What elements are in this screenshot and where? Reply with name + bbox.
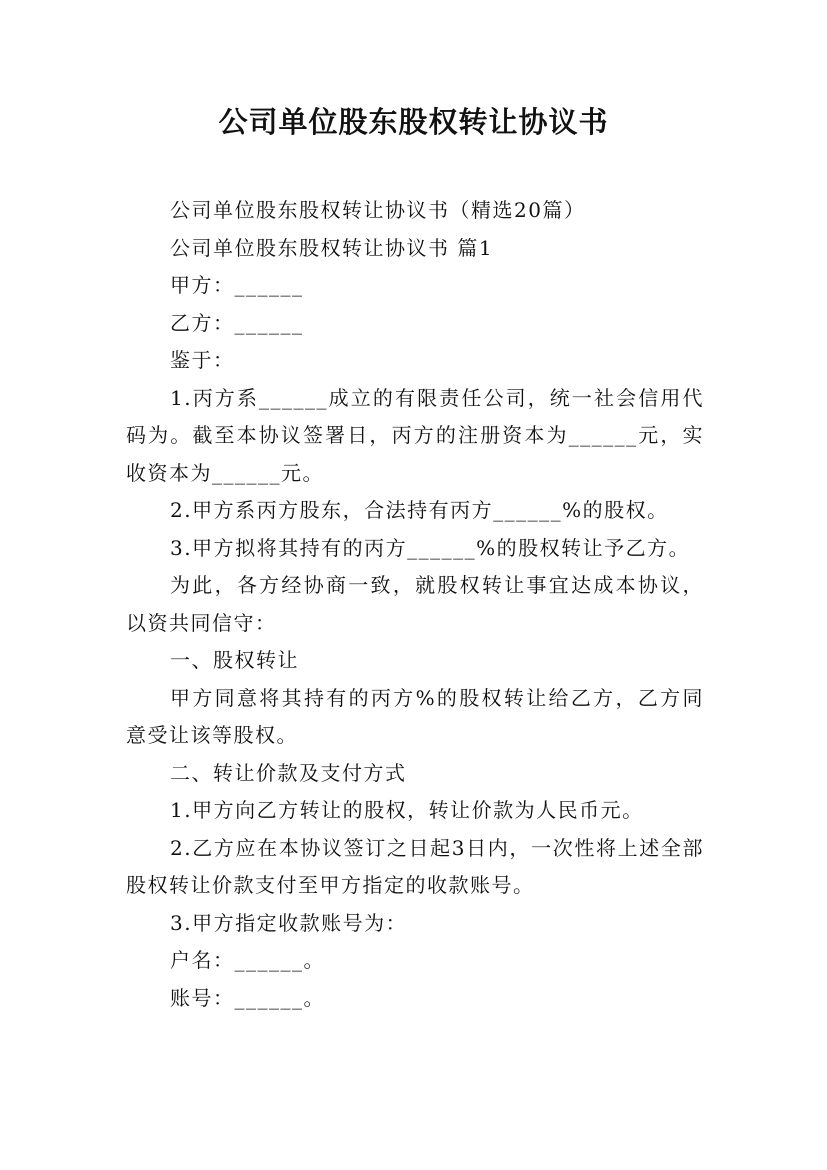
paragraph-account-name: 户名：______。 [170, 948, 325, 972]
paragraph-section-heading: 公司单位股东股权转让协议书 篇1 [170, 235, 494, 260]
paragraph-transfer-terms: 甲方同意将其持有的丙方%的股权转让给乙方，乙方同意受让该等股权。 [126, 685, 704, 747]
paragraph-heading-1: 一、股权转让 [170, 648, 299, 672]
paragraph-payment-1: 1.甲方向乙方转让的股权，转让价款为人民币元。 [170, 798, 644, 822]
document-body [126, 192, 704, 1017]
paragraph-account-number: 账号：______。 [170, 985, 325, 1010]
paragraph-agreement-intro: 为此，各方经协商一致，就股权转让事宜达成本协议，以资共同信守： [126, 573, 704, 635]
document-title: 公司单位股东股权转让协议书 [218, 105, 609, 139]
paragraph-recital-2: 2.甲方系丙方股东，合法持有丙方______%的股权。 [170, 498, 669, 522]
paragraph-subtitle: 公司单位股东股权转让协议书（精选20篇） [170, 198, 586, 222]
paragraph-whereas: 鉴于： [170, 348, 235, 372]
paragraph-heading-2: 二、转让价款及支付方式 [170, 760, 407, 785]
paragraph-payment-2: 2.乙方应在本协议签订之日起3日内，一次性将上述全部股权转让价款支付至甲方指定的收款账号。 [126, 835, 704, 897]
paragraph-recital-3: 3.甲方拟将其持有的丙方______%的股权转让予乙方。 [170, 535, 691, 560]
paragraph-party-b: 乙方：______ [170, 310, 304, 335]
paragraph-recital-1: 1.丙方系______成立的有限责任公司，统一社会信用代码为。截至本协议签署日，丙方的注册资本为______元，实收资本为______元。 [126, 385, 704, 485]
paragraph-payment-3: 3.甲方指定收款账号为： [170, 910, 408, 935]
paragraph-party-a: 甲方：______ [170, 273, 304, 297]
